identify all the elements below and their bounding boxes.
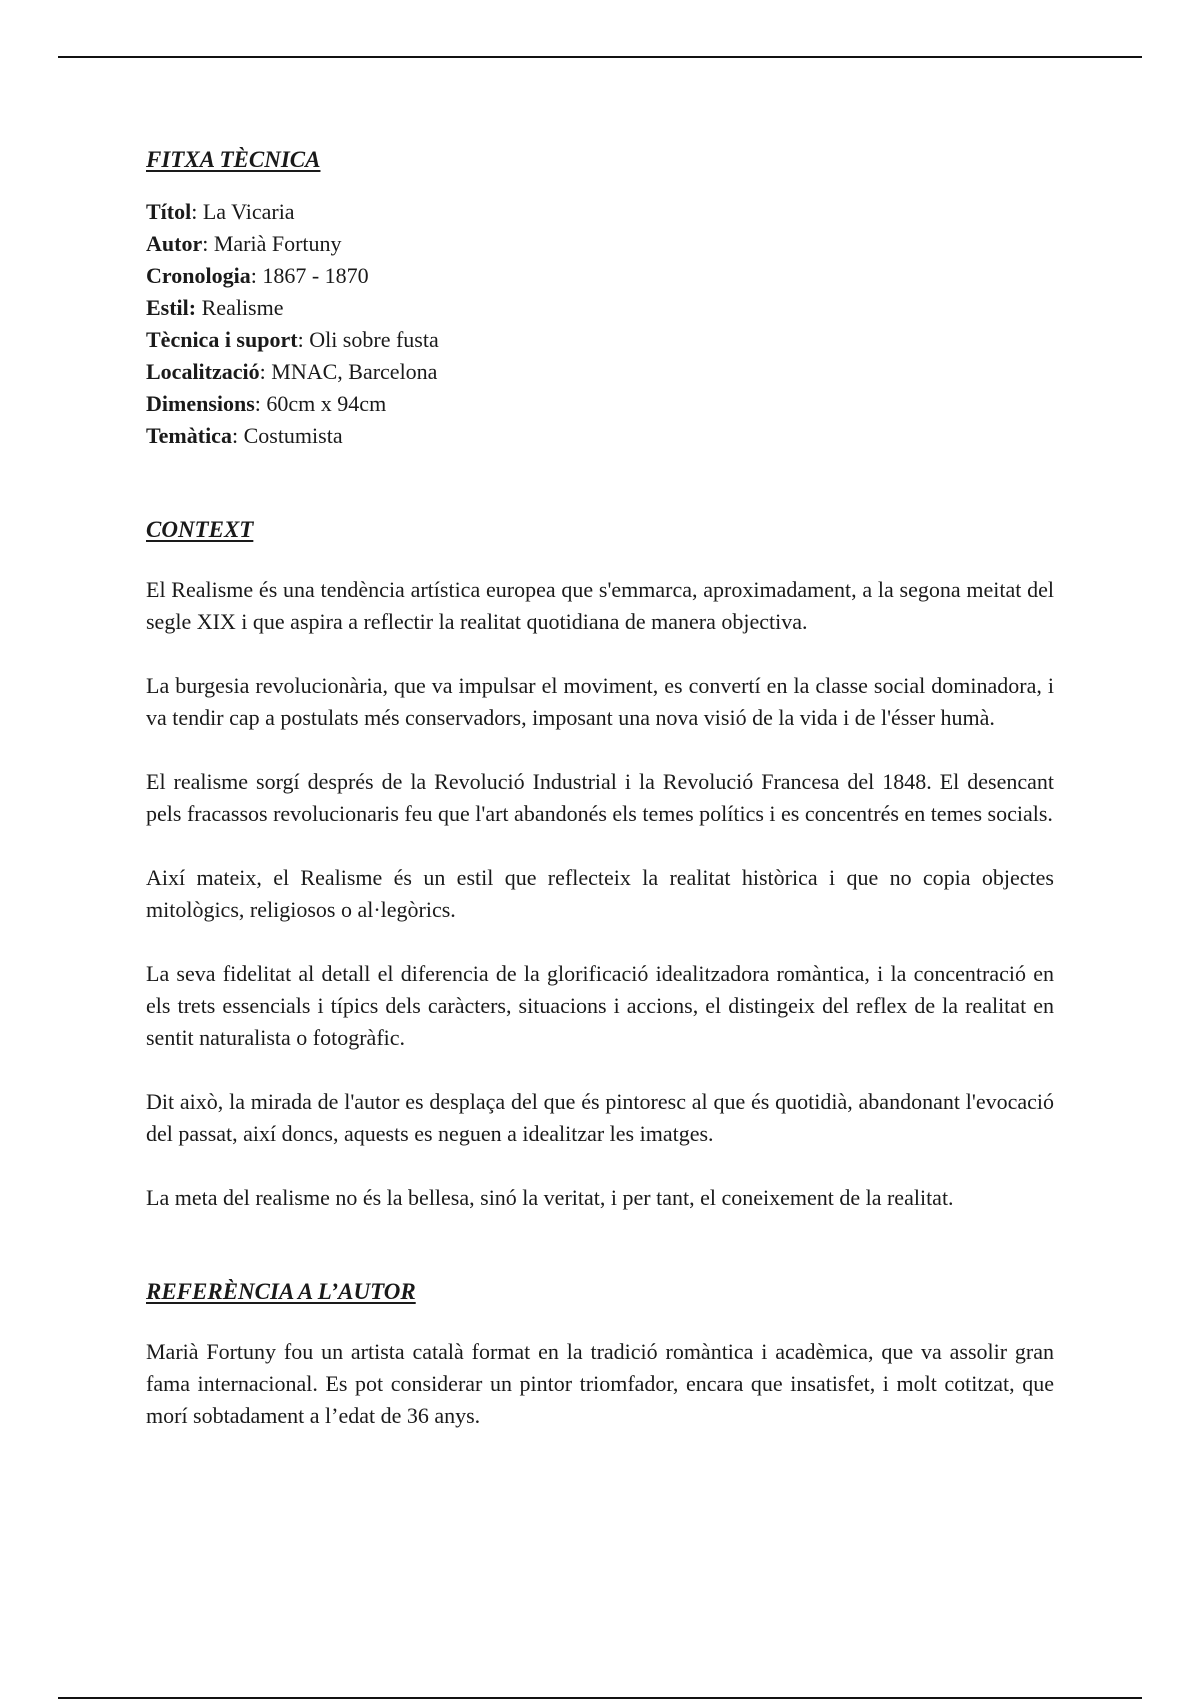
field-separator: : xyxy=(297,327,310,352)
field-label: Cronologia xyxy=(146,263,251,288)
field-separator: : xyxy=(231,423,244,448)
field-label: Tècnica i suport xyxy=(146,327,298,352)
context-paragraph: Així mateix, el Realisme és un estil que reflecteix la realitat històrica i que no copia objectes mitològics, religiosos o al·legòrics. xyxy=(146,865,1054,922)
context-paragraph: Dit això, la mirada de l'autor es desplaça del que és pintoresc al que és quotidià, abandonant l'evocació del passat, així doncs, aquests es neguen a idealitzar les imatges. xyxy=(146,1089,1054,1146)
context-heading: CONTEXT xyxy=(146,517,254,542)
field-label: Dimensions xyxy=(146,391,255,416)
field-label: Temàtica xyxy=(146,423,232,448)
field-label: Estil: xyxy=(146,295,197,320)
field-separator: : xyxy=(259,359,272,384)
field-cronologia xyxy=(146,260,1054,292)
context-section xyxy=(146,510,1054,1214)
field-tecnica-suport xyxy=(146,324,1054,356)
context-paragraph: El Realisme és una tendència artística europea que s'emmarca, aproximadament, a la segona meitat del segle XIX i que aspira a reflectir la realitat quotidiana de manera objectiva. xyxy=(146,577,1054,634)
field-value: Oli sobre fusta xyxy=(309,327,439,352)
field-value: 1867 - 1870 xyxy=(262,263,369,288)
document-page xyxy=(146,140,1054,1464)
field-value: Costumista xyxy=(243,423,343,448)
fitxa-tecnica-section xyxy=(146,140,1054,452)
fitxa-tecnica-heading: FITXA TÈCNICA xyxy=(146,147,321,172)
field-label: Localització xyxy=(146,359,260,384)
author-reference-section xyxy=(146,1272,1054,1432)
field-value: Realisme xyxy=(201,295,284,320)
field-estil xyxy=(146,292,1054,324)
field-value: MNAC, Barcelona xyxy=(271,359,438,384)
author-paragraph: Marià Fortuny fou un artista català format en la tradició romàntica i acadèmica, que va assolir gran fama internacional. Es pot considerar un pintor triomfador, encara que insatisfet, i molt cotitzat, que morí sobtadament a l’edat de 36 anys. xyxy=(146,1339,1054,1428)
field-label: Títol xyxy=(146,199,192,224)
field-separator: : xyxy=(254,391,267,416)
field-value: 60cm x 94cm xyxy=(266,391,387,416)
field-titol xyxy=(146,196,1054,228)
context-paragraph: La seva fidelitat al detall el diferencia de la glorificació idealitzadora romàntica, i la concentració en els trets essencials i típics dels caràcters, situacions i accions, el distingeix del reflex de la realitat en sentit naturalista o fotogràfic. xyxy=(146,961,1054,1050)
field-label: Autor xyxy=(146,231,203,256)
context-paragraph: La meta del realisme no és la bellesa, sinó la veritat, i per tant, el coneixement de la realitat. xyxy=(146,1185,954,1210)
field-separator: : xyxy=(191,199,203,224)
field-localitzacio xyxy=(146,356,1054,388)
author-reference-heading: REFERÈNCIA A L’AUTOR xyxy=(146,1279,416,1304)
field-autor xyxy=(146,228,1054,260)
fitxa-fields xyxy=(146,196,1054,452)
field-tematica xyxy=(146,420,1054,452)
field-value: Marià Fortuny xyxy=(213,231,342,256)
context-paragraph: La burgesia revolucionària, que va impulsar el moviment, es convertí en la classe social dominadora, i va tendir cap a postulats més conservadors, imposant una nova visió de la vida i de l'ésser humà. xyxy=(146,673,1054,730)
field-dimensions xyxy=(146,388,1054,420)
context-paragraph: El realisme sorgí després de la Revolució Industrial i la Revolució Francesa del 1848. El desencant pels fracassos revolucionaris feu que l'art abandonés els temes polítics i es concentrés en temes socials. xyxy=(146,769,1054,826)
field-separator: : xyxy=(202,231,214,256)
field-separator: : xyxy=(250,263,263,288)
footer-rule xyxy=(58,1697,1142,1699)
field-value: La Vicaria xyxy=(202,199,295,224)
header-rule xyxy=(58,56,1142,58)
